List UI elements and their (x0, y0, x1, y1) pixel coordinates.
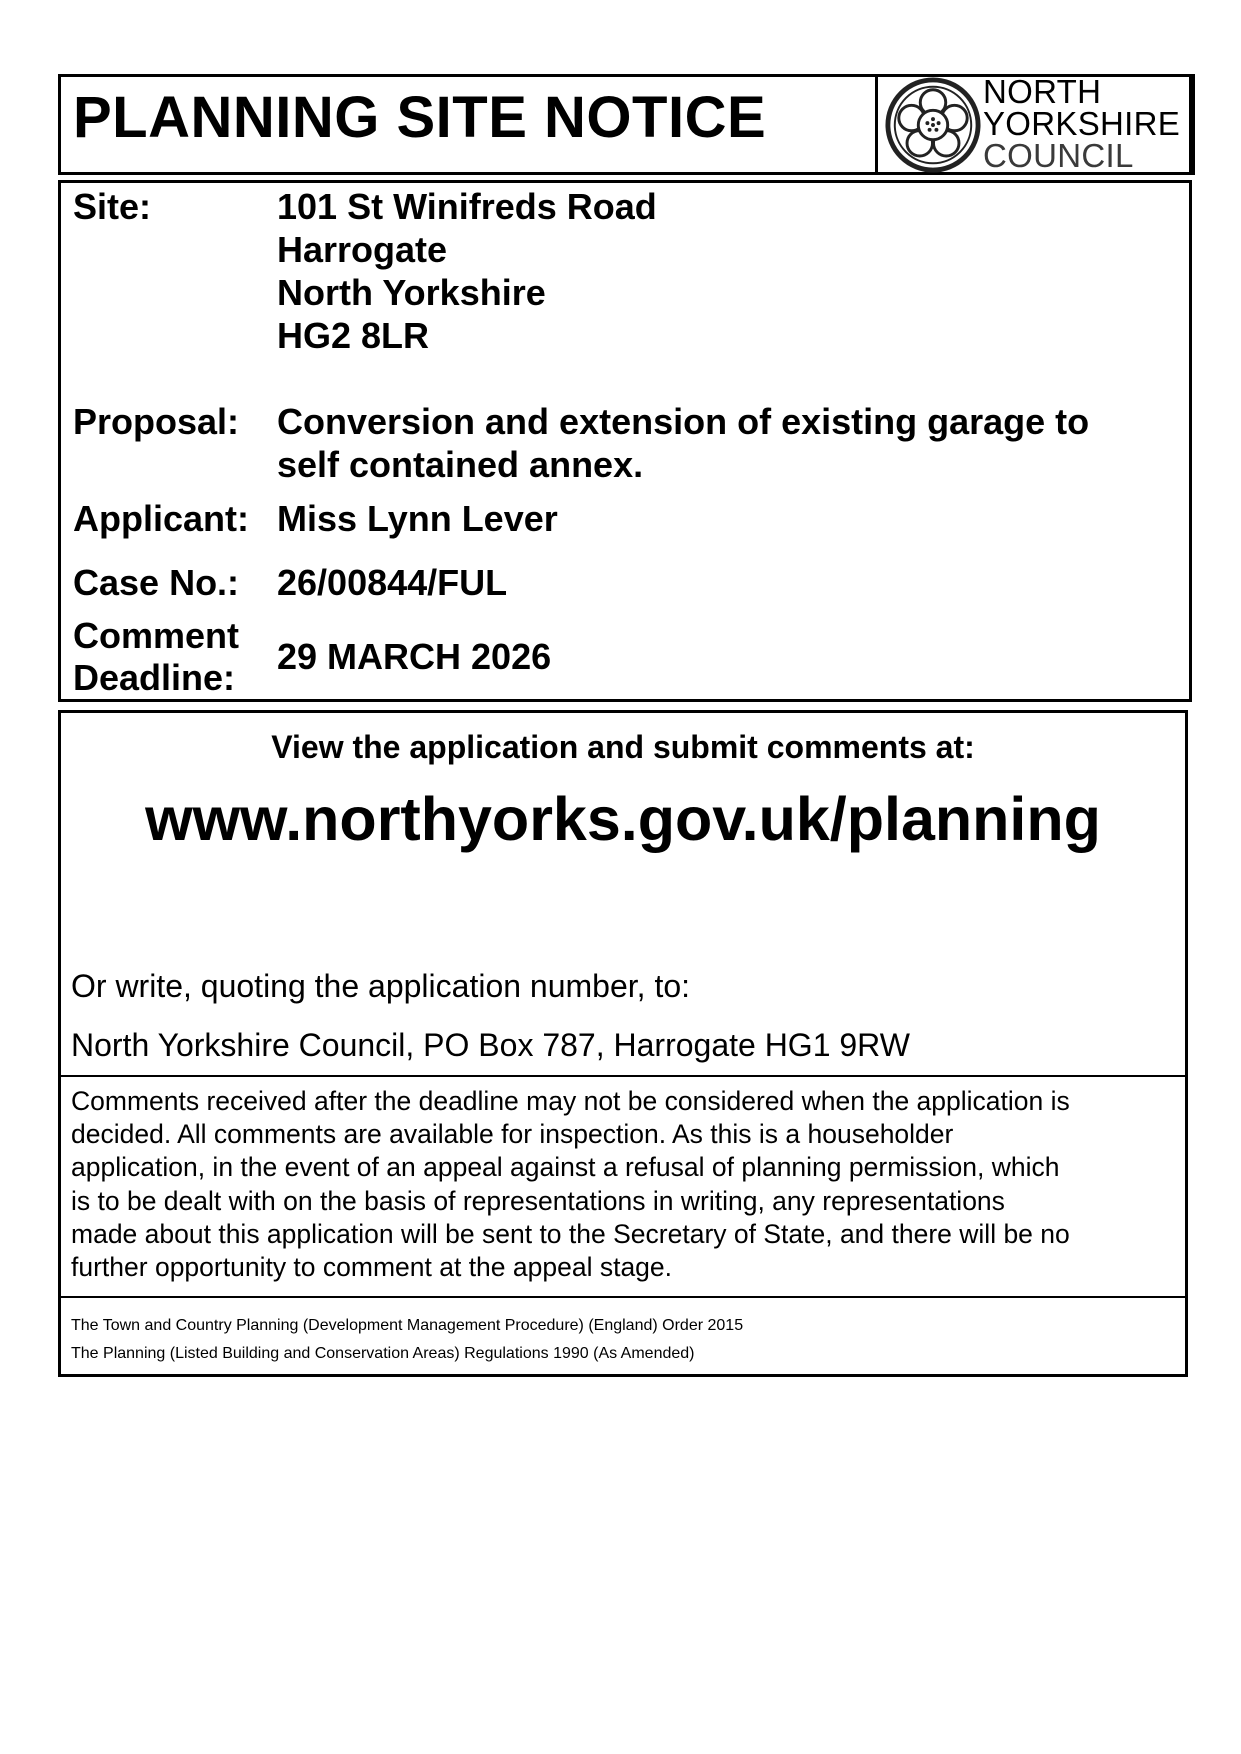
site-address-line-3: North Yorkshire (277, 272, 546, 313)
applicant-label: Applicant: (73, 498, 249, 539)
proposal-line-2: self contained annex. (277, 444, 644, 485)
view-application-heading: View the application and submit comments at: (271, 729, 975, 765)
comments-notice-line: decided. All comments are available for inspection. As this is a householder (71, 1119, 954, 1150)
council-logo-wordmark (983, 73, 1181, 174)
yorkshire-rose-icon (884, 76, 982, 174)
notice-title: PLANNING SITE NOTICE (73, 85, 767, 150)
write-instructions: Or write, quoting the application number, to: (71, 968, 691, 1004)
comments-notice-line: application, in the event of an appeal against a refusal of planning permission, which (71, 1152, 1060, 1183)
comments-notice-line: Comments received after the deadline may not be considered when the application is (71, 1086, 1070, 1116)
proposal-label: Proposal: (73, 401, 240, 442)
proposal-line-1: Conversion and extension of existing garage to (277, 401, 1090, 442)
notice-header (58, 74, 1192, 175)
legal-reference-order-2015: The Town and Country Planning (Development Management Procedure) (England) Order 2015 (71, 1317, 744, 1334)
postal-address: North Yorkshire Council, PO Box 787, Harrogate HG1 9RW (71, 1027, 910, 1063)
comments-notice-line: made about this application will be sent to the Secretary of State, and there will be no (71, 1218, 1070, 1249)
case-number-label: Case No.: (73, 562, 240, 603)
comments-notice-line: is to be dealt with on the basis of representations in writing, any representations (71, 1185, 1005, 1216)
logo-line-north: NORTH (983, 73, 1102, 110)
logo-line-council: COUNCIL (983, 137, 1134, 174)
section-divider (61, 1296, 1185, 1298)
site-address-line-2: Harrogate (277, 229, 448, 270)
site-label: Site: (73, 186, 152, 227)
council-logo (875, 74, 1195, 175)
comment-instructions (58, 710, 1188, 1377)
deadline-label-line-1: Comment (73, 615, 240, 656)
logo-line-yorkshire: YORKSHIRE (983, 105, 1181, 142)
site-address-line-1: 101 St Winifreds Road (277, 186, 657, 227)
site-address-line-4: HG2 8LR (277, 315, 430, 356)
planning-website-url: www.northyorks.gov.uk/planning (145, 785, 1101, 853)
comments-notice (71, 1085, 1177, 1284)
legal-reference-regulations-1990: The Planning (Listed Building and Conservation Areas) Regulations 1990 (As Amended) (71, 1345, 695, 1362)
deadline-value: 29 MARCH 2026 (277, 636, 552, 677)
section-divider (61, 1075, 1185, 1077)
comments-notice-line: further opportunity to comment at the appeal stage. (71, 1252, 673, 1283)
case-number-value: 26/00844/FUL (277, 562, 508, 603)
deadline-label-line-2: Deadline: (73, 657, 236, 698)
application-details (58, 180, 1192, 702)
applicant-value: Miss Lynn Lever (277, 498, 558, 539)
